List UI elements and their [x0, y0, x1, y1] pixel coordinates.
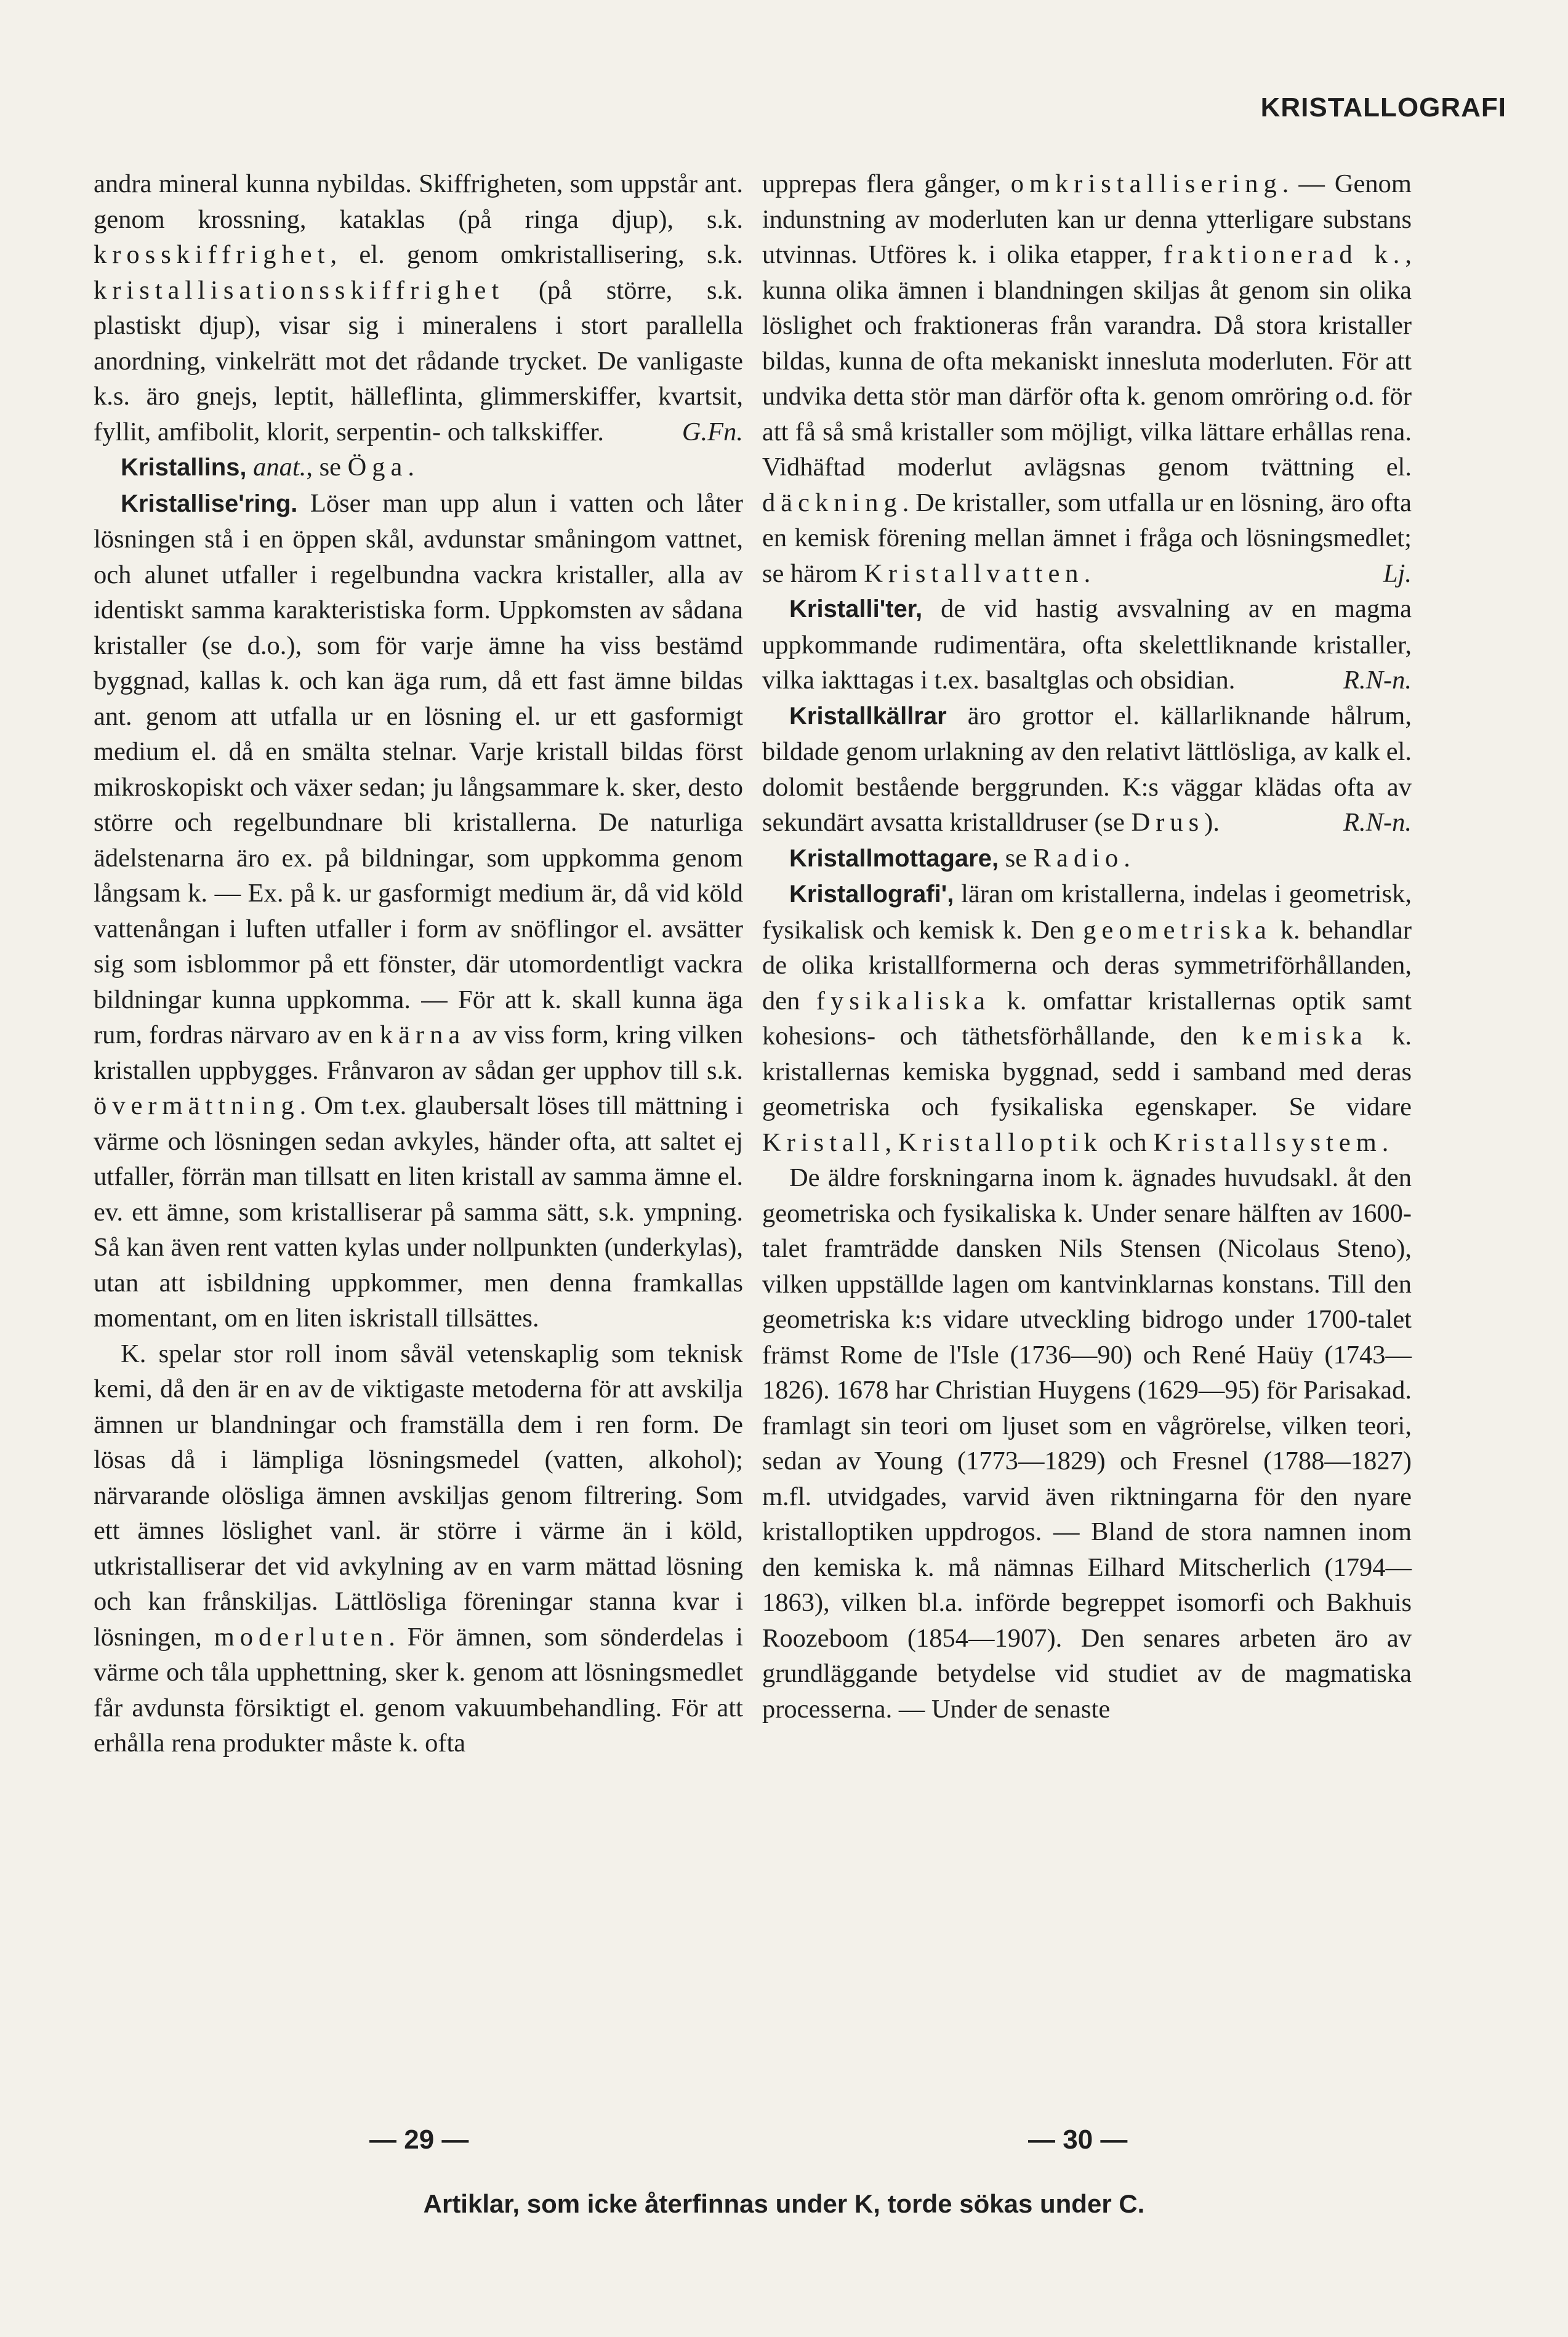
entry-headword: Kristallins,: [121, 454, 247, 481]
text-run: , el. genom omkristallisering, s.k.: [330, 240, 743, 269]
spaced-term: övermättning: [94, 1091, 300, 1120]
text-run: . För ämnen, som sönderdelas i värme och tåla upphettning, sker k. genom att lösningsmedlet får avdunsta försiktigt el. genom vakuumbehandling. För att erhålla rena produkter måste k. ofta: [94, 1622, 744, 1758]
author-signature: G.Fn.: [681, 417, 743, 446]
text-run: .: [1381, 1128, 1389, 1157]
entry-kristallisering-cont: [94, 1336, 743, 1761]
text-run: av viss form, kring vilken kristallen uppbygges. Frånvaron av sådan ger upphov till s.k.: [94, 1020, 743, 1085]
text-run: . Om t.ex. glaubersalt löses till mättning i värme och lösningen sedan avkyles, händer ofta, att saltet ej utfaller, förrän man tillsatt en liten kristall av samma ämne el. ev. ett ämne, som kristalliserar på samma sätt, s.k. ympning. Så kan även rent vatten kylas under nollpunkten (underkylas), utan att isbildning uppkommer, men denna framkallas momentant, om en liten iskristall tillsättes.: [94, 1091, 743, 1333]
author-signature: R.N-n.: [1343, 666, 1412, 695]
text-run: .: [408, 453, 415, 482]
text-run: , se: [306, 453, 348, 482]
spaced-term: kristallisationsskiffrighet: [94, 275, 505, 305]
spaced-term: fraktionerad k.: [1163, 240, 1405, 269]
cross-reference: Kristalloptik: [898, 1128, 1103, 1157]
entry-kristallins: [94, 450, 743, 486]
entry-kristallisering-end: [762, 166, 1412, 591]
entry-headword: Kristalli'ter,: [789, 595, 923, 623]
text-run: ).: [1204, 808, 1220, 837]
text-run: k. behandlar de olika kristallformerna och deras symmetriförhållanden, den: [762, 915, 1412, 1015]
text-run: upprepas flera gånger,: [762, 169, 1011, 198]
text-run: .: [1124, 843, 1130, 873]
text-run: läran om kristallerna, indelas i geometrisk, fysikalisk och kemisk k. Den: [762, 879, 1412, 945]
text-run: och: [1102, 1128, 1154, 1157]
right-column: [762, 166, 1412, 1727]
entry-kristallkallrar: [762, 698, 1412, 841]
text-run: k. kristallernas kemiska byggnad, sedd i samband med deras geometriska och fysikaliska egenskaper. Se vidare: [762, 1022, 1412, 1121]
text-run: äro grottor el. källarliknande hålrum, bildade genom urlakning av den relativt lättlösliga, av kalk el. dolomit bestående berggrunden. K:s väggar klädas ofta av sekundärt avsatta kristalldruser (se: [762, 701, 1412, 837]
text-run: (på större, s.k. plastiskt djup), visar sig i mineralens i stort parallella anordning, vinkelrätt mot det rådande trycket. De vanligaste k.s. äro gnejs, leptit, hälleflinta, glimmerskiffer, kvartsit, fyllit, amfibolit, klorit, serpentin- och talkskiffer.: [94, 275, 743, 446]
entry-headword: Kristallise'ring.: [121, 490, 298, 517]
entry-kristallina-skiffrar-cont: [94, 166, 743, 450]
entry-kristallografi-history: [762, 1160, 1412, 1727]
spaced-term: kemiska: [1242, 1022, 1368, 1051]
page-number-left: — 29 —: [369, 2125, 469, 2155]
text-run: Löser man upp alun i vatten och låter lösningen stå i en öppen skål, avdunstar småningom vattnet, och alunet utfaller i regelbundna vackra kristaller, alla av identiskt samma karakteristiska form. Uppkomsten av sådana kristaller (se d.o.), som för varje ämne ha viss bestämd byggnad, kallas k. och kan äga rum, då ett fast ämne bildas ant. genom att utfalla ur en lösning el. ur ett gasformigt medium el. då en smälta stelnar. Varje kristall bildas först mikroskopiskt och växer sedan; ju långsammare k. sker, desto större och regelbundnare bli kristallerna. De naturliga ädelstenarna äro ex. på bildningar, som uppkomma genom långsam k. — Ex. på k. ur gasformigt medium är, då vid köld vattenångan i luften utfaller i form av snöflingor el. avsätter sig som isblommor på ett fönster, där utomordentligt vackra bildningar kunna uppkomma. — För att k. skall kunna äga rum, fordras närvaro av en: [94, 488, 743, 1049]
text-run: De äldre forskningarna inom k. ägnades huvudsakl. åt den geometriska och fysikaliska k. Under senare hälften av 1600-talet framträdde dansken Nils Stensen (Nicolaus Steno), vilken uppställde lagen om kantvinklarnas konstans. Till den geometriska k:s vidare utveckling bidrogo under 1700-talet främst Rome de l'Isle (1736—90) och René Haüy (1743—1826). 1678 har Christian Huygens (1629—95) för Parisakad. framlagt sin teori om ljuset som en vågrörelse, vilken teori, sedan av Young (1773—1829) och Fresnel (1788—1827) m.fl. utvidgades, varvid även riktningarna för den nyare kristalloptiken uppdrogos. — Bland de stora namnen inom den kemiska k. må nämnas Eilhard Mitscherlich (1794—1863), vilken bl.a. införde begreppet isomorfi och Bakhuis Roozeboom (1854—1907). Den senares arbeten äro av grundläggande betydelse vid studiet av de magmatiska processerna. — Under de senaste: [762, 1163, 1412, 1724]
text-run: . — Genom indunstning av moderluten kan ur denna ytterligare substans utvinnas. Utföres k. i olika etapper,: [762, 169, 1412, 269]
entry-headword: Kristallmottagare,: [789, 844, 999, 872]
spaced-term: däckning: [762, 488, 903, 517]
spaced-term: geometriska: [1083, 915, 1272, 945]
spaced-term: fysikaliska: [816, 986, 991, 1015]
footer-note: Artiklar, som icke återfinnas under K, torde sökas under C.: [423, 2189, 1145, 2218]
cross-reference: Radio: [1033, 843, 1124, 873]
text-run: .: [1084, 559, 1091, 588]
cross-reference: Öga: [347, 453, 408, 482]
entry-kristalliter: [762, 591, 1412, 698]
text-run: andra mineral kunna nybildas. Skiffrigheten, som uppstår ant. genom krossning, kataklas (på ringa djup), s.k.: [94, 169, 743, 234]
spaced-term: moderluten: [214, 1622, 389, 1652]
cross-reference: Drus: [1131, 808, 1205, 837]
spaced-term: kärna: [379, 1020, 466, 1049]
left-column: [94, 166, 743, 1761]
running-header: KRISTALLOGRAFI: [1260, 92, 1506, 123]
entry-kristallmottagare: [762, 841, 1412, 877]
cross-reference: Kristall: [762, 1128, 885, 1157]
entry-kristallisering: [94, 486, 743, 1336]
text-run: se: [999, 843, 1034, 873]
text-run: ,: [885, 1128, 898, 1157]
text-run: . De kristaller, som utfalla ur en lösning, äro ofta en kemisk förening mellan ämnet i fråga och lösningsmedlet; se härom: [762, 488, 1412, 588]
text-run: , kunna olika ämnen i blandningen skiljas åt genom sin olika löslighet och fraktioneras från varandra. Då stora kristaller bildas, kunna de ofta mekaniskt innesluta moderluten. För att undvika detta stör man därför ofta k. genom omröring o.d. för att få så små kristaller som möjligt, vilka lättare erhållas rena. Vidhäftad moderlut avlägsnas genom tvättning el.: [762, 240, 1412, 482]
spaced-term: omkristallisering: [1010, 169, 1282, 198]
cross-reference: Kristallsystem: [1153, 1128, 1382, 1157]
text-run: de vid hastig avsvalning av en magma uppkommande rudimentära, ofta skelettliknande kristaller, vilka iakttagas i t.ex. basaltglas och obsidian.: [762, 594, 1412, 695]
author-signature: R.N-n.: [1343, 808, 1412, 837]
text-run: K. spelar stor roll inom såväl vetenskaplig som teknisk kemi, då den är en av de viktigaste metoderna för att avskilja ämnen ur blandningar och framställa dem i ren form. De lösas då i lämpliga lösningsmedel (vatten, alkohol); närvarande olösliga ämnen avskiljas genom filtrering. Som ett ämnes löslighet vanl. är större i värme än i köld, utkristalliserar det vid avkylning av en varm mättad lösning och kan frånskiljas. Lättlösliga föreningar stanna kvar i lösningen,: [94, 1339, 743, 1652]
cross-reference: Kristallvatten: [864, 559, 1084, 588]
entry-headword: Kristallografi',: [789, 881, 954, 908]
abbreviation: anat.: [246, 453, 307, 482]
text-run: k. omfattar kristallernas optik samt kohesions- och täthetsförhållande, den: [762, 986, 1412, 1051]
spaced-term: krosskiffrighet: [94, 240, 331, 269]
entry-headword: Kristallkällrar: [789, 702, 947, 730]
author-signature: Lj.: [1383, 559, 1412, 588]
entry-kristallografi: [762, 876, 1412, 1160]
page-number-right: — 30 —: [1028, 2125, 1128, 2155]
